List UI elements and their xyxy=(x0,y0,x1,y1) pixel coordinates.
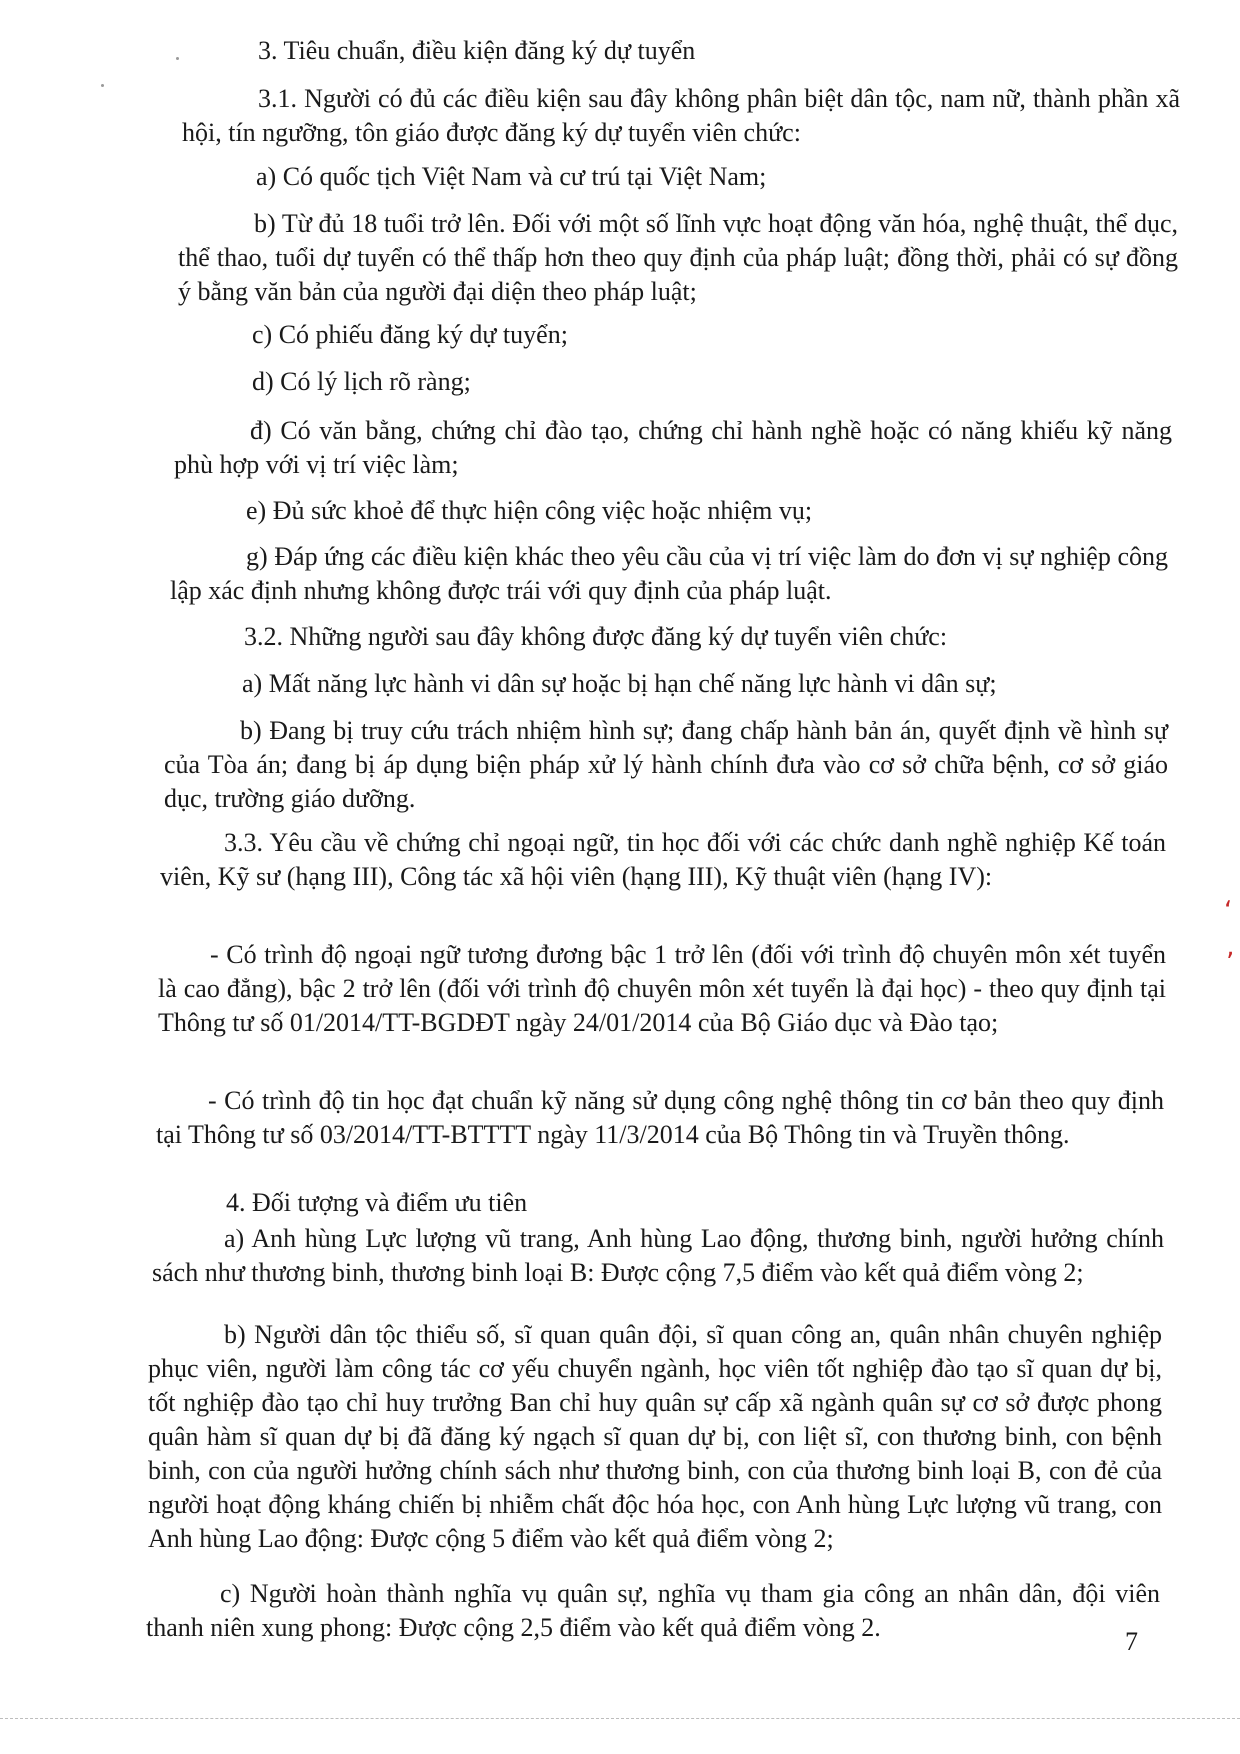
scan-speck xyxy=(101,84,104,87)
section-heading: 3.3. Yêu cầu về chứng chỉ ngoại ngữ, tin học đối với các chức danh nghề nghiệp Kế toán viên, Kỹ sư (hạng III), Công tác xã hội viên (hạng III), Kỹ thuật viên (hạng IV): xyxy=(160,828,1166,891)
list-item: - Có trình độ ngoại ngữ tương đương bậc 1 trở lên (đối với trình độ chuyên môn xét tuyển là cao đẳng), bậc 2 trở lên (đối với trình độ chuyên môn xét tuyển là đại học) - theo quy định tại Thông tư số 01/2014/TT-BGDĐT ngày 24/01/2014 của Bộ Giáo dục và Đào tạo; xyxy=(158,940,1166,1037)
page-number: 7 xyxy=(1125,1627,1138,1656)
list-item: e) Đủ sức khoẻ để thực hiện công việc hoặc nhiệm vụ; xyxy=(246,496,813,525)
list-item: g) Đáp ứng các điều kiện khác theo yêu cầu của vị trí việc làm do đơn vị sự nghiệp công lập xác định nhưng không được trái với quy định của pháp luật. xyxy=(170,542,1168,605)
list-item: c) Có phiếu đăng ký dự tuyển; xyxy=(252,320,568,349)
margin-mark: ʻ xyxy=(1224,896,1233,926)
section-heading: 3. Tiêu chuẩn, điều kiện đăng ký dự tuyển xyxy=(258,36,696,65)
list-item: - Có trình độ tin học đạt chuẩn kỹ năng sử dụng công nghệ thông tin cơ bản theo quy định tại Thông tư số 03/2014/TT-BTTTT ngày 11/3/2014 của Bộ Thông tin và Truyền thông. xyxy=(156,1086,1164,1149)
footer-rule xyxy=(0,1718,1240,1719)
list-item: d) Có lý lịch rõ ràng; xyxy=(252,367,471,396)
list-item: a) Anh hùng Lực lượng vũ trang, Anh hùng Lao động, thương binh, người hưởng chính sách như thương binh, thương binh loại B: Được cộng 7,5 điểm vào kết quả điểm vòng 2; xyxy=(152,1224,1164,1287)
list-item: b) Đang bị truy cứu trách nhiệm hình sự; đang chấp hành bản án, quyết định về hình sự của Tòa án; đang bị áp dụng biện pháp xử lý hành chính đưa vào cơ sở chữa bệnh, cơ sở giáo dục, trường giáo dưỡng. xyxy=(164,716,1168,813)
list-item: b) Người dân tộc thiểu số, sĩ quan quân đội, sĩ quan công an, quân nhân chuyên nghiệp phục viên, người làm công tác cơ yếu chuyển ngành, học viên tốt nghiệp đào tạo sĩ quan dự bị, tốt nghiệp đào tạo chỉ huy trưởng Ban chỉ huy quân sự cấp xã ngành quân sự cơ sở được phong quân hàm sĩ quan dự bị đã đăng ký ngạch sĩ quan dự bị, con liệt sĩ, con thương binh, con bệnh binh, con của người hưởng chính sách như thương binh, con của thương binh loại B, con đẻ của người hoạt động kháng chiến bị nhiễm chất độc hóa học, con Anh hùng Lực lượng vũ trang, con Anh hùng Lao động: Được cộng 5 điểm vào kết quả điểm vòng 2; xyxy=(148,1320,1162,1553)
section-heading: 3.2. Những người sau đây không được đăng ký dự tuyển viên chức: xyxy=(244,622,948,651)
list-item: a) Mất năng lực hành vi dân sự hoặc bị hạn chế năng lực hành vi dân sự; xyxy=(242,669,997,698)
list-item: c) Người hoàn thành nghĩa vụ quân sự, nghĩa vụ tham gia công an nhân dân, đội viên thanh niên xung phong: Được cộng 2,5 điểm vào kết quả điểm vòng 2. xyxy=(146,1579,1160,1642)
margin-mark: ‚ xyxy=(1226,932,1235,962)
section-heading: 4. Đối tượng và điểm ưu tiên xyxy=(226,1188,528,1217)
list-item: a) Có quốc tịch Việt Nam và cư trú tại Việt Nam; xyxy=(256,162,767,191)
scan-speck xyxy=(176,57,179,60)
paragraph: 3.1. Người có đủ các điều kiện sau đây không phân biệt dân tộc, nam nữ, thành phần xã hội, tín ngưỡng, tôn giáo được đăng ký dự tuyển viên chức: xyxy=(182,84,1180,147)
list-item: đ) Có văn bằng, chứng chỉ đào tạo, chứng chỉ hành nghề hoặc có năng khiếu kỹ năng phù hợp với vị trí việc làm; xyxy=(174,416,1172,479)
list-item: b) Từ đủ 18 tuổi trở lên. Đối với một số lĩnh vực hoạt động văn hóa, nghệ thuật, thể dục, thể thao, tuổi dự tuyển có thể thấp hơn theo quy định của pháp luật; đồng thời, phải có sự đồng ý bằng văn bản của người đại diện theo pháp luật; xyxy=(178,209,1178,306)
